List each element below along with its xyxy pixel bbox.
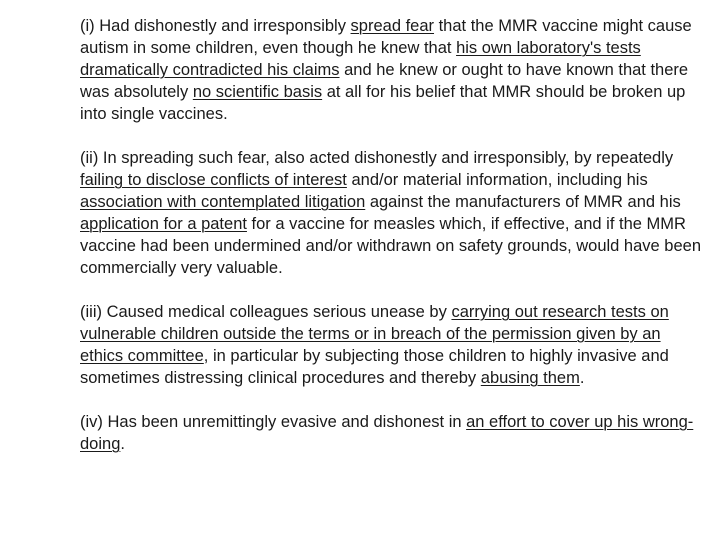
- text-segment: .: [579, 369, 585, 387]
- text-segment: (iv) Has been unremittingly evasive and dishonest in: [80, 413, 467, 431]
- underlined-phrase: his own laboratory's tests dramatically contradicted his claims: [80, 39, 641, 79]
- text-segment: and/or material information, including his: [346, 171, 648, 189]
- text-segment: (ii) In spreading such fear, also acted dishonestly and irresponsibly, by repeatedly: [80, 149, 674, 167]
- text-segment: (iii) Caused medical colleagues serious unease by: [80, 303, 452, 321]
- underlined-phrase: failing to disclose conflicts of interest: [80, 171, 347, 189]
- paragraph-iv: [80, 411, 708, 455]
- underlined-phrase: application for a patent: [80, 215, 247, 233]
- text-segment: that the MMR vaccine might cause autism in some children, even though he knew that: [80, 17, 692, 57]
- underlined-phrase: abusing them: [480, 369, 580, 387]
- paragraph-ii: [80, 147, 708, 279]
- underlined-phrase: an effort to cover up his wrong-doing: [80, 413, 694, 453]
- underlined-phrase: association with contemplated litigation: [80, 193, 366, 211]
- text-segment: at all for his belief that MMR should be broken up into single vaccines.: [80, 83, 686, 123]
- text-segment: , in particular by subjecting those children to highly invasive and sometimes distressing clinical procedures and thereby: [80, 347, 669, 387]
- text-segment: and he knew or ought to have known that there was absolutely: [80, 61, 689, 101]
- underlined-phrase: carrying out research tests on vulnerable children outside the terms or in breach of the permission given by an ethics committee: [80, 303, 669, 365]
- paragraph-iii: [80, 301, 708, 389]
- allegations-text-block: [80, 15, 708, 455]
- text-segment: against the manufacturers of MMR and his: [365, 193, 681, 211]
- underlined-phrase: no scientific basis: [192, 83, 323, 101]
- text-segment: (i) Had dishonestly and irresponsibly: [80, 17, 351, 35]
- text-segment: .: [120, 435, 125, 453]
- text-segment: for a vaccine for measles which, if effective, and if the MMR vaccine had been undermined and/or withdrawn on safety grounds, would have been commercially very valuable.: [80, 215, 701, 277]
- underlined-phrase: spread fear: [350, 17, 435, 35]
- paragraph-i: [80, 15, 708, 125]
